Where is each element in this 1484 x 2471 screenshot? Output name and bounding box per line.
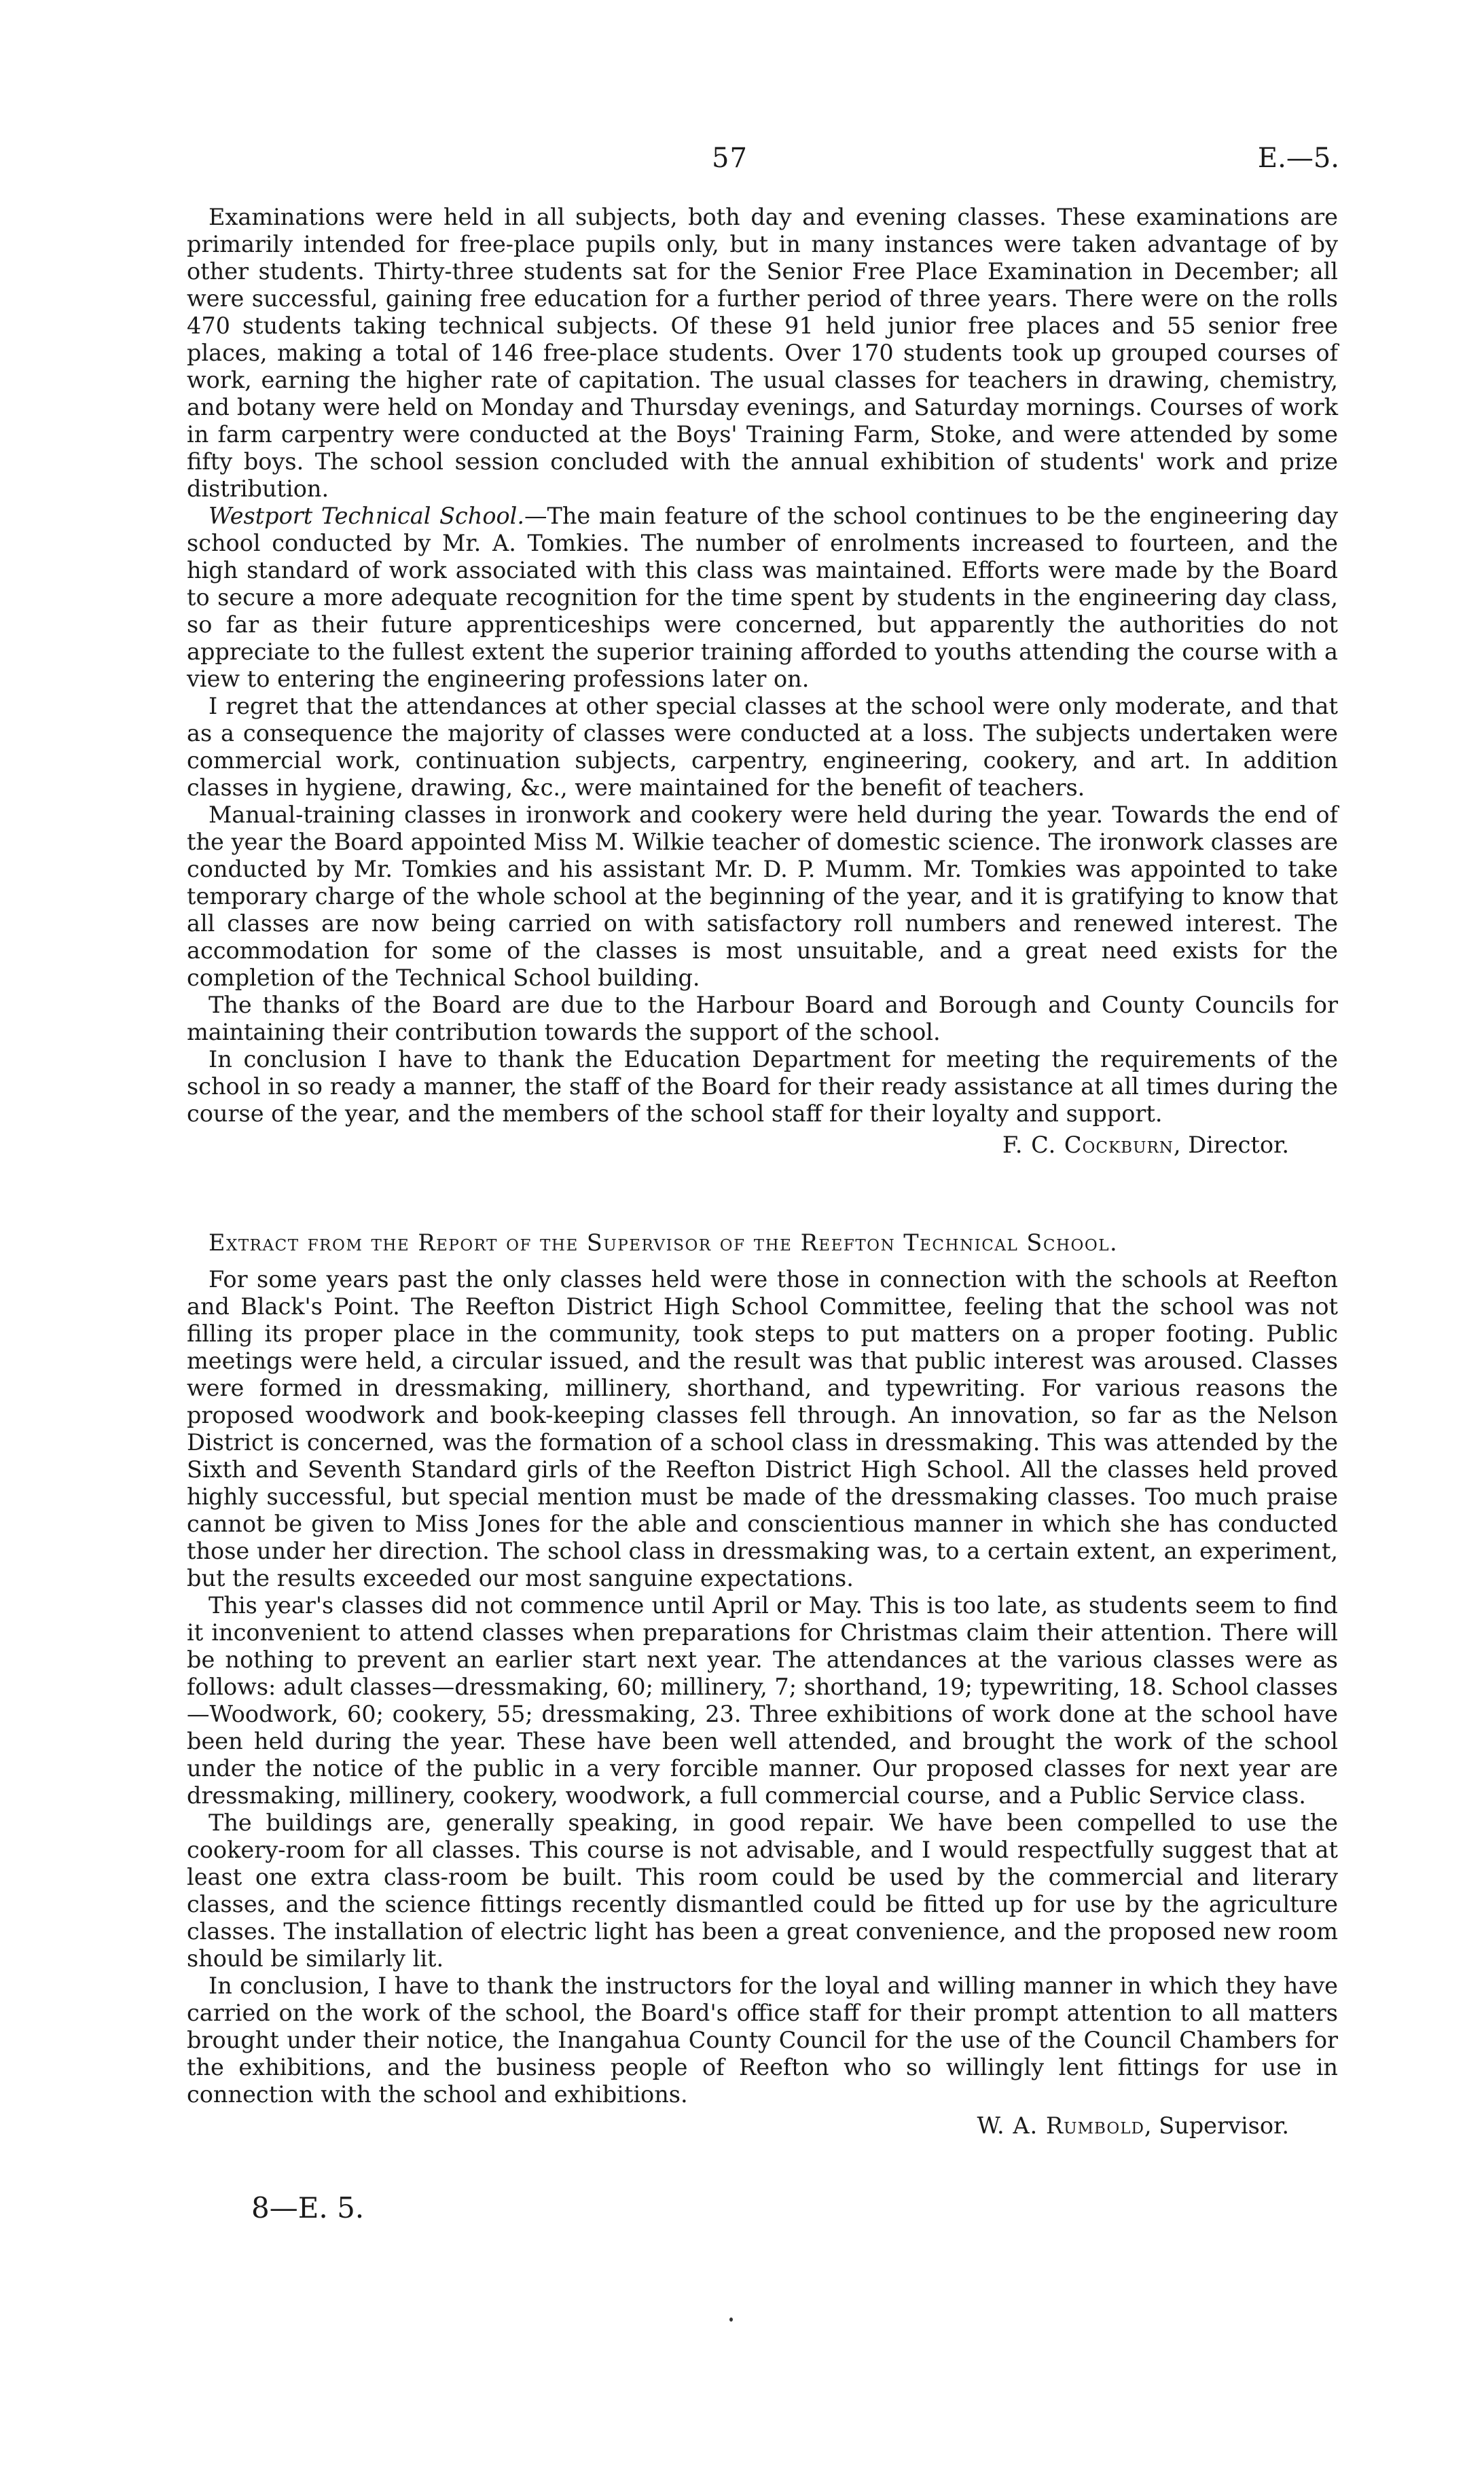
- paragraph: The buildings are, generally speaking, in good repair. We have been compelled to use the cookery-room for all classes. This course is not advisable, and I would respectfully suggest that at least one extra class-room be built. This room could be used by the commercial and literary classes, and the science fittings recently dismantled could be fitted up for use by the agriculture classes. The installation of electric light has been a great convenience, and the proposed new room should be similarly lit.: [187, 1809, 1338, 1972]
- westport-heading: Westport Technical School.: [209, 503, 525, 529]
- signature-name: F. C. Cockburn: [1002, 1132, 1174, 1158]
- paragraph: This year's classes did not commence until April or May. This is too late, as students seem to find it inconvenient to attend classes when preparations for Christmas claim their attention. There will be nothing to prevent an earlier start next year. The attendances at the various classes were as follows: adult classes—dressmaking, 60; millinery, 7; shorthand, 19; typewriting, 18. School classes—Woodwork, 60; cookery, 55; dressmaking, 23. Three exhibitions of work done at the school have been held during the year. These have been well attended, and brought the work of the school under the notice of the public in a very forcible manner. Our proposed classes for next year are dressmaking, millinery, cookery, woodwork, a full commercial course, and a Public Service class.: [187, 1592, 1338, 1809]
- signature-supervisor: [187, 2112, 1338, 2140]
- signature-title: , Supervisor.: [1144, 2112, 1289, 2139]
- paragraph: The thanks of the Board are due to the Harbour Board and Borough and County Councils for maintaining their contribution towards the support of the school.: [187, 992, 1338, 1045]
- paragraph: In conclusion, I have to thank the instructors for the loyal and willing manner in which they have carried on the work of the school, the Board's office staff for their prompt attention to all matters brought under their notice, the Inangahua County Council for the use of the Council Chambers for the exhibitions, and the business people of Reefton who so willingly lent fittings for use in connection with the school and exhibitions.: [187, 1972, 1338, 2108]
- section-nelson-report: [187, 204, 1338, 1159]
- paragraph: Manual-training classes in ironwork and cookery were held during the year. Towards the end of the year the Board appointed Miss M. Wilkie teacher of domestic science. The ironwork classes are conducted by Mr. Tomkies and his assistant Mr. D. P. Mumm. Mr. Tomkies was appointed to take temporary charge of the whole school at the beginning of the year, and it is gratifying to know that all classes are now being carried on with satisfactory roll numbers and renewed interest. The accommodation for some of the classes is most unsuitable, and a great need exists for the completion of the Technical School building.: [187, 801, 1338, 991]
- page-number: 57: [712, 143, 748, 174]
- paragraph: Examinations were held in all subjects, both day and evening classes. These examinations are primarily intended for free-place pupils only, but in many instances were taken advantage of by other students. Thirty-three students sat for the Senior Free Place Examination in December; all were successful, gaining free education for a further period of three years. There were on the rolls 470 students taking technical subjects. Of these 91 held junior free places and 55 senior free places, making a total of 146 free-place students. Over 170 students took up grouped courses of work, earning the higher rate of capitation. The usual classes for teachers in drawing, chemistry, and botany were held on Monday and Thursday evenings, and Saturday mornings. Courses of work in farm carpentry were conducted at the Boys' Training Farm, Stoke, and were attended by some fifty boys. The school session concluded with the annual exhibition of students' work and prize distribution.: [187, 204, 1338, 502]
- page-reference: E.—5.: [1257, 143, 1339, 174]
- westport-text: —The main feature of the school continues to be the engineering day school conducted by Mr. A. Tomkies. The number of enrolments increased to fourteen, and the high standard of work associated with this class was maintained. Efforts were made by the Board to secure a more adequate recognition for the time spent by students in the engineering day class, so far as their future apprenticeships were concerned, but apparently the authorities do not appreciate to the fullest extent the superior training afforded to youths attending the course with a view to entering the engineering professions later on.: [187, 503, 1338, 692]
- paragraph: For some years past the only classes held were those in connection with the schools at Reefton and Black's Point. The Reefton District High School Committee, feeling that the school was not filling its proper place in the community, took steps to put matters on a proper footing. Public meetings were held, a circular issued, and the result was that public interest was aroused. Classes were formed in dressmaking, millinery, shorthand, and typewriting. For various reasons the proposed woodwork and book-keeping classes fell through. An innovation, so far as the Nelson District is concerned, was the formation of a school class in dressmaking. This was attended by the Sixth and Seventh Standard girls of the Reefton District High School. All the classes held proved highly successful, but special mention must be made of the dressmaking classes. Too much praise cannot be given to Miss Jones for the able and conscientious manner in which she has conducted those under her direction. The school class in dressmaking was, to a certain extent, an experiment, but the results exceeded our most sanguine expectations.: [187, 1266, 1338, 1591]
- paragraph-westport: [187, 503, 1338, 693]
- section-heading: Extract from the Report of the Supervisor of the Reefton Technical School.: [209, 1229, 1119, 1256]
- paragraph: I regret that the attendances at other special classes at the school were only moderate, and that as a consequence the majority of classes were conducted at a loss. The subjects undertaken were commercial work, continuation subjects, carpentry, engineering, cookery, and art. In addition classes in hygiene, drawing, &c., were maintained for the benefit of teachers.: [187, 693, 1338, 801]
- ink-speck: [729, 2317, 733, 2322]
- footer-signature-mark: 8—E. 5.: [251, 2191, 365, 2224]
- paragraph: In conclusion I have to thank the Education Department for meeting the requirements of the school in so ready a manner, the staff of the Board for their ready assistance at all times during the course of the year, and the members of the school staff for their loyalty and support.: [187, 1046, 1338, 1127]
- signature-title: , Director.: [1173, 1132, 1289, 1158]
- signature-name: W. A. Rumbold: [977, 2112, 1144, 2139]
- signature-director: [187, 1132, 1338, 1159]
- section-reefton-report: [187, 1229, 1338, 2140]
